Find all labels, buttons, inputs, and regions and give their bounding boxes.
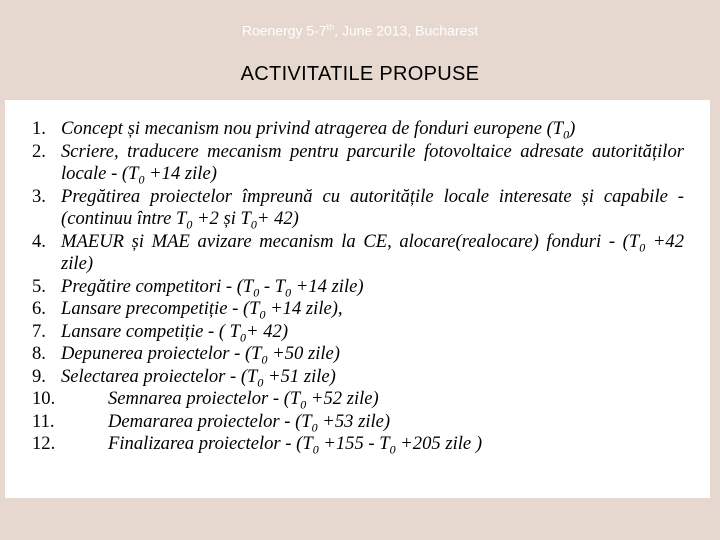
item-number: 7. <box>32 320 46 342</box>
item-number: 4. <box>32 230 46 252</box>
list-item <box>32 276 684 299</box>
list-item <box>32 321 684 344</box>
list-item <box>32 231 684 276</box>
event-date-location: , June 2013, Bucharest <box>334 22 479 39</box>
list-item <box>32 141 684 186</box>
item-text: Depunerea proiectelor - ($T_0 +50$ zile) <box>61 343 340 367</box>
item-text: Concept și mecanism nou privind atragerea de fonduri europene $(T_0)$ <box>61 118 576 142</box>
list-item <box>32 388 684 411</box>
item-text: Pregătire competitori - ($T_0 - T_0 +14$ zile) <box>61 275 364 300</box>
item-number: 1. <box>32 118 46 139</box>
item-text: Lansare competiție - ( $T_0+ 42$) <box>61 320 289 345</box>
item-number: 6. <box>32 298 46 319</box>
item-text: Finalizarea proiectelor - ($T_0 +155 - T_0 +205$ zile ) <box>108 433 483 457</box>
event-header <box>0 22 720 39</box>
list-item <box>32 366 684 389</box>
item-text: MAEUR și MAE avizare mecanism la CE, alocare(realocare) fonduri - ($T_0 +42$ zile) <box>61 230 685 274</box>
item-number: 8. <box>32 343 46 364</box>
list-item <box>32 411 684 434</box>
item-text: Semnarea proiectelor - ($T_0 +52$ zile) <box>108 388 379 412</box>
content-panel <box>5 100 710 498</box>
item-number: 10. <box>32 388 56 409</box>
item-number: 12. <box>32 433 56 454</box>
item-text: Lansare precompetiție - ($T_0 +14$ zile), <box>61 298 343 322</box>
item-text: Selectarea proiectelor - ($T_0 +51$ zile) <box>61 365 336 390</box>
item-number: 9. <box>32 365 46 387</box>
list-item <box>32 433 684 456</box>
item-number: 11. <box>32 410 55 432</box>
list-item <box>32 118 684 141</box>
list-item <box>32 186 684 231</box>
item-number: 2. <box>32 140 46 162</box>
list-item <box>32 298 684 321</box>
item-text: Demararea proiectelor - ($T_0 +53$ zile) <box>108 410 391 435</box>
item-number: 3. <box>32 185 46 207</box>
item-number: 5. <box>32 275 46 297</box>
event-name: Roenergy 5-7 <box>241 22 327 39</box>
item-text: Scriere, traducere mecanism pentru parcurile fotovoltaice adresate autorităților locale - ($T_0 +14$ zile) <box>61 140 684 187</box>
event-date-superscript: th <box>326 22 335 32</box>
item-text: Pregătirea proiectelor împreună cu autoritățile locale interesate și capabile - (continuu între $T_0 +2$ și $T_0+ 42$) <box>61 185 684 232</box>
list-item <box>32 343 684 366</box>
slide-title: ACTIVITATILE PROPUSE <box>240 63 480 85</box>
activities-list <box>32 118 684 456</box>
